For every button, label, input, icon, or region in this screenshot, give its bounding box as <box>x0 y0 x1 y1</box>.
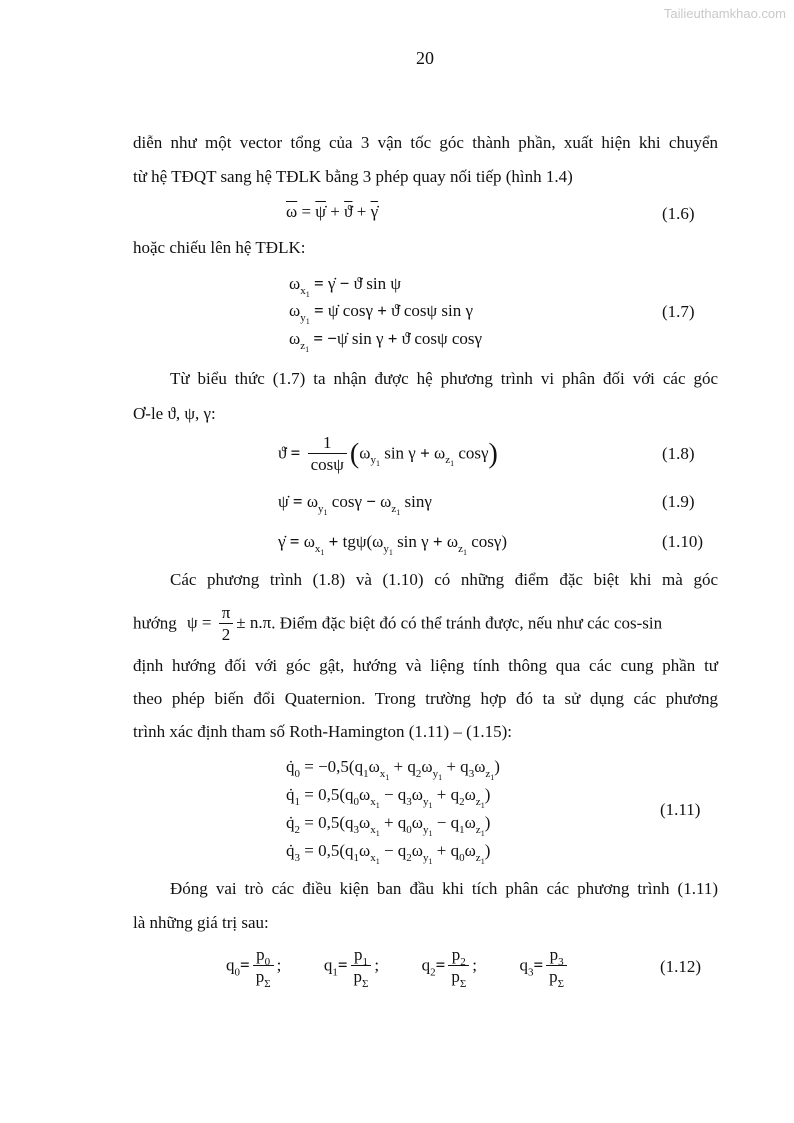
page-number: 20 <box>416 48 434 68</box>
paragraph-4-line-2-start: hướng <box>133 613 177 633</box>
equation-1-9: ψ̇ = $\omega_{y_1}$ $\cos\gamma - \omega_{z_1}$ sinγ <box>278 492 432 517</box>
paragraph-3-line-2: Ơ-le ϑ, ψ, γ: <box>133 404 216 423</box>
equation-1-11-row-1: $q̇_0 = -0,5(q_1\omega_{x_1} + q_2\omega_{y_1} + q_3\omega_{z_1})$ <box>286 757 500 782</box>
equation-1-7-row-1: $\omega_{x_1}$ = γ̇ − ϑ̇ sin ψ <box>289 274 401 299</box>
paragraph-4-line-3: định hướng đối với góc gật, hướng và liệng tính thông qua các cung phần tư <box>133 656 718 675</box>
paragraph-4-line-2-end: . Điểm đặc biệt đó có thể tránh được, nếu như các cos-sin <box>271 613 663 633</box>
paragraph-4-line-2 <box>133 603 662 646</box>
equation-number-1-6: (1.6) <box>662 204 695 223</box>
equation-number-1-10: (1.10) <box>662 532 704 551</box>
equation-1-11-row-4: $q̇_3 = 0,5(q_1\omega_{x_1} - q_2\omega_{y_1} + q_0\omega_{z_1})$ <box>286 841 491 866</box>
equation-1-7-row-3: $\omega_{z_1}$ = −ψ̇ sin γ + ϑ̇ cosψ cosγ <box>289 329 483 354</box>
equation-number-1-9: (1.9) <box>662 492 695 511</box>
paragraph-1-line-2: từ hệ TĐQT sang hệ TĐLK bằng 3 phép quay nối tiếp (hình 1.4) <box>133 167 573 186</box>
equation-1-11-row-3: $q̇_2 = 0,5(q_3\omega_{x_1} + q_0\omega_{y_1} - q_1\omega_{z_1})$ <box>286 813 491 838</box>
equation-number-1-11: (1.11) <box>660 800 701 819</box>
paragraph-4-line-4: theo phép biến đổi Quaternion. Trong trường hợp đó ta sử dụng các phương <box>133 689 718 708</box>
equation-1-7-row-2: $\omega_{y_1}$ = ψ̇ cosγ + ϑ̇ cosψ sin γ <box>289 301 473 326</box>
paragraph-4-line-5: trình xác định tham số Roth-Hamington (1.11) – (1.15): <box>133 722 512 741</box>
equation-1-6: $\overline{\omega}$ = ψ̇ + ϑ̇ + γ̇ <box>286 202 379 221</box>
equation-1-12: $q_0=$ $\frac{p_0}{p_\Sigma}$ ; $q_1=$ $\frac{p_1}{p_\Sigma}$ ; $q_2=$ $\frac{p_2}{p_\Sigma}$ ; $q_3=$ $\frac{p_3}{p_\Sigma}$ <box>226 945 570 988</box>
equation-number-1-8: (1.8) <box>662 444 695 463</box>
paragraph-5-line-2: là những giá trị sau: <box>133 913 269 932</box>
paragraph-2: hoặc chiếu lên hệ TĐLK: <box>133 238 306 257</box>
equation-psi-condition: ψ = $\frac{\pi}{2}$ ± n.π <box>186 603 272 644</box>
equation-1-11-row-2: $q̇_1 = 0,5(q_0\omega_{x_1} - q_3\omega_{y_1} + q_2\omega_{z_1})$ <box>286 785 491 810</box>
equation-1-10: γ̇ = $\omega_{x_1} + tg\psi(\omega_{y_1}$ $\sin \gamma + \omega_{z_1}$ cosγ) <box>278 532 508 557</box>
watermark: Tailieuthamkhao.com <box>663 6 786 21</box>
paragraph-3-line-1: Từ biểu thức (1.7) ta nhận được hệ phương trình vi phân đối với các góc <box>170 369 718 388</box>
equation-1-8: ϑ̇ = $\frac{1}{\cos\psi}$ ($\omega_{y_1}$ $\sin \gamma + \omega_{z_1}$ cosγ) <box>278 433 498 474</box>
paragraph-4-line-1: Các phương trình (1.8) và (1.10) có những điểm đặc biệt khi mà góc <box>170 570 718 589</box>
paragraph-5-line-1: Đóng vai trò các điều kiện ban đầu khi tích phân các phương trình (1.11) <box>170 879 718 898</box>
paragraph-1-line-1: diễn như một vector tổng của 3 vận tốc góc thành phần, xuất hiện khi chuyển <box>133 133 718 152</box>
equation-number-1-12: (1.12) <box>660 957 702 976</box>
equation-number-1-7: (1.7) <box>662 302 695 321</box>
